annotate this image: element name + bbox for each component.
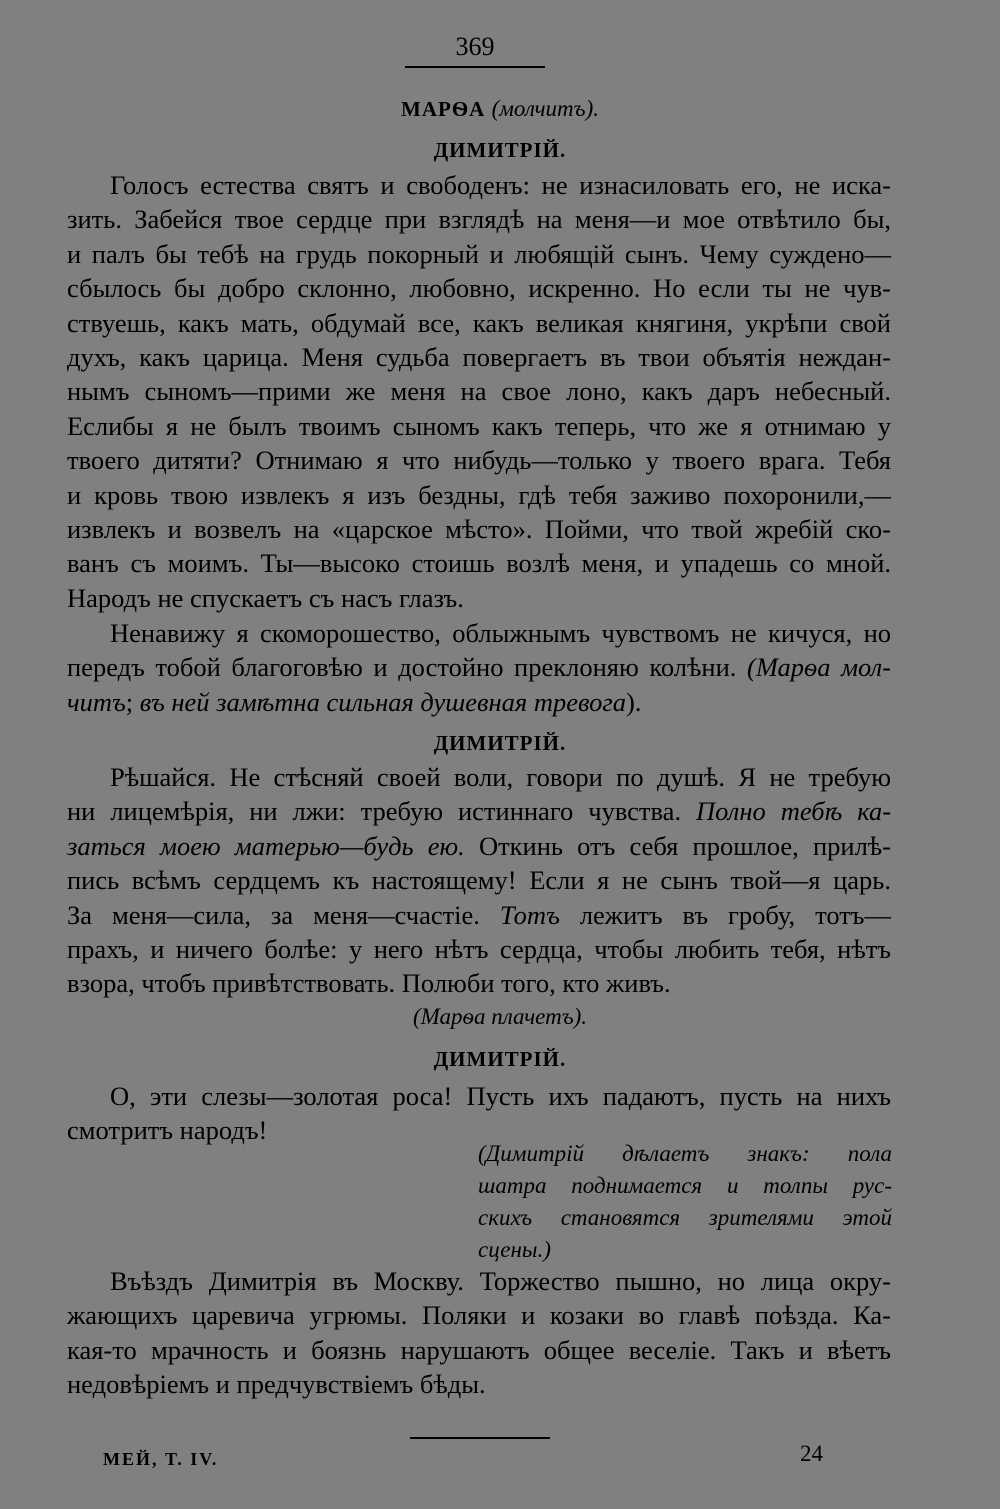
footer-signature: МЕЙ, Т. IV.: [103, 1449, 219, 1469]
text-line: и кровь твою извлекъ я изъ бездны, гдѣ тебя заживо похоронили,—: [67, 479, 891, 510]
text-line: смотритъ народъ!: [67, 1115, 268, 1146]
text-line: О, эти слезы—золотая роса! Пусть ихъ падаютъ, пусть на нихъ: [110, 1081, 891, 1111]
stage-direction-span: читъ: [67, 686, 126, 717]
italic-span: заться моею матерью—будь ею.: [67, 830, 465, 861]
text-line: Еслибы я не былъ твоимъ сыномъ какъ теперь, что же я отнимаю у: [67, 410, 891, 441]
italic-span: Полно тебѣ ка-: [696, 796, 892, 827]
text-line: взора, чтобъ привѣтствовать. Полюби того, кто живъ.: [67, 968, 671, 999]
text-line: кая-то мрачность и боязнь нарушаютъ общее веселіе. Такъ и вѣетъ: [67, 1334, 891, 1365]
text-line: (Димитрій дѣлаетъ знакъ: пола: [478, 1141, 892, 1166]
text-line: Народъ не спускаетъ съ насъ глазъ.: [67, 582, 464, 613]
text-line: пись всѣмъ сердцемъ къ настоящему! Если я не сынъ твой—я царь.: [67, 865, 891, 896]
text-span: ;: [125, 686, 134, 717]
text-line: сбылось бы добро склонно, любовно, искренно. Но если ты не чув-: [67, 273, 891, 304]
text-line: недовѣріемъ и предчувствіемъ бѣды.: [67, 1369, 486, 1400]
stage-direction-span: (Марѳа мол-: [747, 652, 892, 683]
text-span: лежитъ въ гробу, тотъ—: [579, 899, 891, 930]
text-line: зить. Забейся твое сердце при взглядѣ на меня—и мое отвѣтило бы,: [67, 204, 891, 235]
text-line: прахъ, и ничего болѣе: у него нѣтъ сердца, чтобы любить тебя, нѣтъ: [67, 934, 891, 965]
paragraph-3: [67, 760, 891, 1001]
page-number: 369: [455, 32, 495, 61]
text-span: Откинь отъ себя прошлое, прилѣ-: [478, 830, 892, 861]
text-line: твоего дитяти? Отнимаю я что нибудь—только у твоего врага. Тебя: [67, 445, 891, 476]
stage-direction-marfa-weeps: (Марѳа плачетъ).: [412, 1004, 588, 1029]
text-line: Голосъ естества святъ и свободенъ: не изнасиловать его, не иска-: [110, 170, 891, 200]
paragraph-5: [67, 1264, 891, 1402]
text-span: ни лицемѣрія, ни лжи: требую истиннаго чувства.: [67, 796, 682, 827]
speaker-heading-dimitry-1: ДИМИТРІЙ.: [433, 138, 567, 162]
speaker-heading-dimitry-2: ДИМИТРІЙ.: [433, 731, 567, 755]
text-line: ствуешь, какъ мать, обдумай все, какъ великая княгиня, укрѣпи свой: [67, 307, 891, 338]
text-line: нымъ сыномъ—прими же меня на свое лоно, какъ даръ небесный.: [67, 376, 891, 407]
text-line: ванъ съ моимъ. Ты—высоко стоишь возлѣ меня, и упадешь со мной.: [67, 548, 891, 579]
text-line: Ненавижу я скоморошество, облыжнымъ чувствомъ не кичуся, но: [110, 618, 891, 648]
text-line: Рѣшайся. Не стѣсняй своей воли, говори по душѣ. Я не требую: [110, 762, 891, 792]
stage-direction-span: въ ней замѣтна сильная душевная тревога: [139, 686, 626, 717]
speaker-name: МАРѲА: [401, 97, 486, 121]
stage-direction-tent: [478, 1138, 892, 1266]
text-span: За меня—сила, за меня—счастіе.: [67, 899, 480, 930]
text-line: духъ, какъ царица. Меня судьба повергаетъ въ твои объятія неждан-: [67, 342, 891, 373]
bottom-rule: [410, 1437, 550, 1439]
text-line: Въѣздъ Димитрія въ Москву. Торжество пышно, но лица окру-: [110, 1266, 891, 1296]
text-line: жающихъ царевича угрюмы. Поляки и козаки во главѣ поѣзда. Ка-: [67, 1300, 891, 1331]
paragraph-1: [67, 168, 891, 615]
footer-sheet-number: 24: [800, 1441, 823, 1466]
text-line: скихъ становятся зрителями этой: [478, 1205, 892, 1230]
text-line: [67, 829, 891, 863]
text-line: [67, 898, 891, 932]
paragraph-2: [67, 616, 891, 719]
text-line: [67, 685, 891, 719]
italic-span: Тотъ: [499, 899, 560, 930]
speaker-heading-martha: [0, 96, 1000, 122]
text-line: извлекъ и возвелъ на «царское мѣсто». Пойми, что твой жребій ско-: [67, 514, 891, 545]
page-number-rule: [405, 66, 545, 68]
text-span: передъ тобой благоговѣю и достойно преклоняю колѣни.: [67, 652, 737, 683]
text-line: сцены.): [478, 1237, 551, 1262]
text-line: [67, 794, 891, 828]
speaker-heading-dimitry-3: ДИМИТРІЙ.: [433, 1047, 567, 1071]
speaker-note: (молчитъ).: [491, 96, 599, 121]
text-line: [67, 650, 891, 684]
text-span: ).: [625, 686, 642, 717]
text-line: и палъ бы тебѣ на грудь покорный и любящій сынъ. Чему суждено—: [67, 238, 891, 269]
text-line: шатра поднимается и толпы рус-: [478, 1173, 892, 1198]
